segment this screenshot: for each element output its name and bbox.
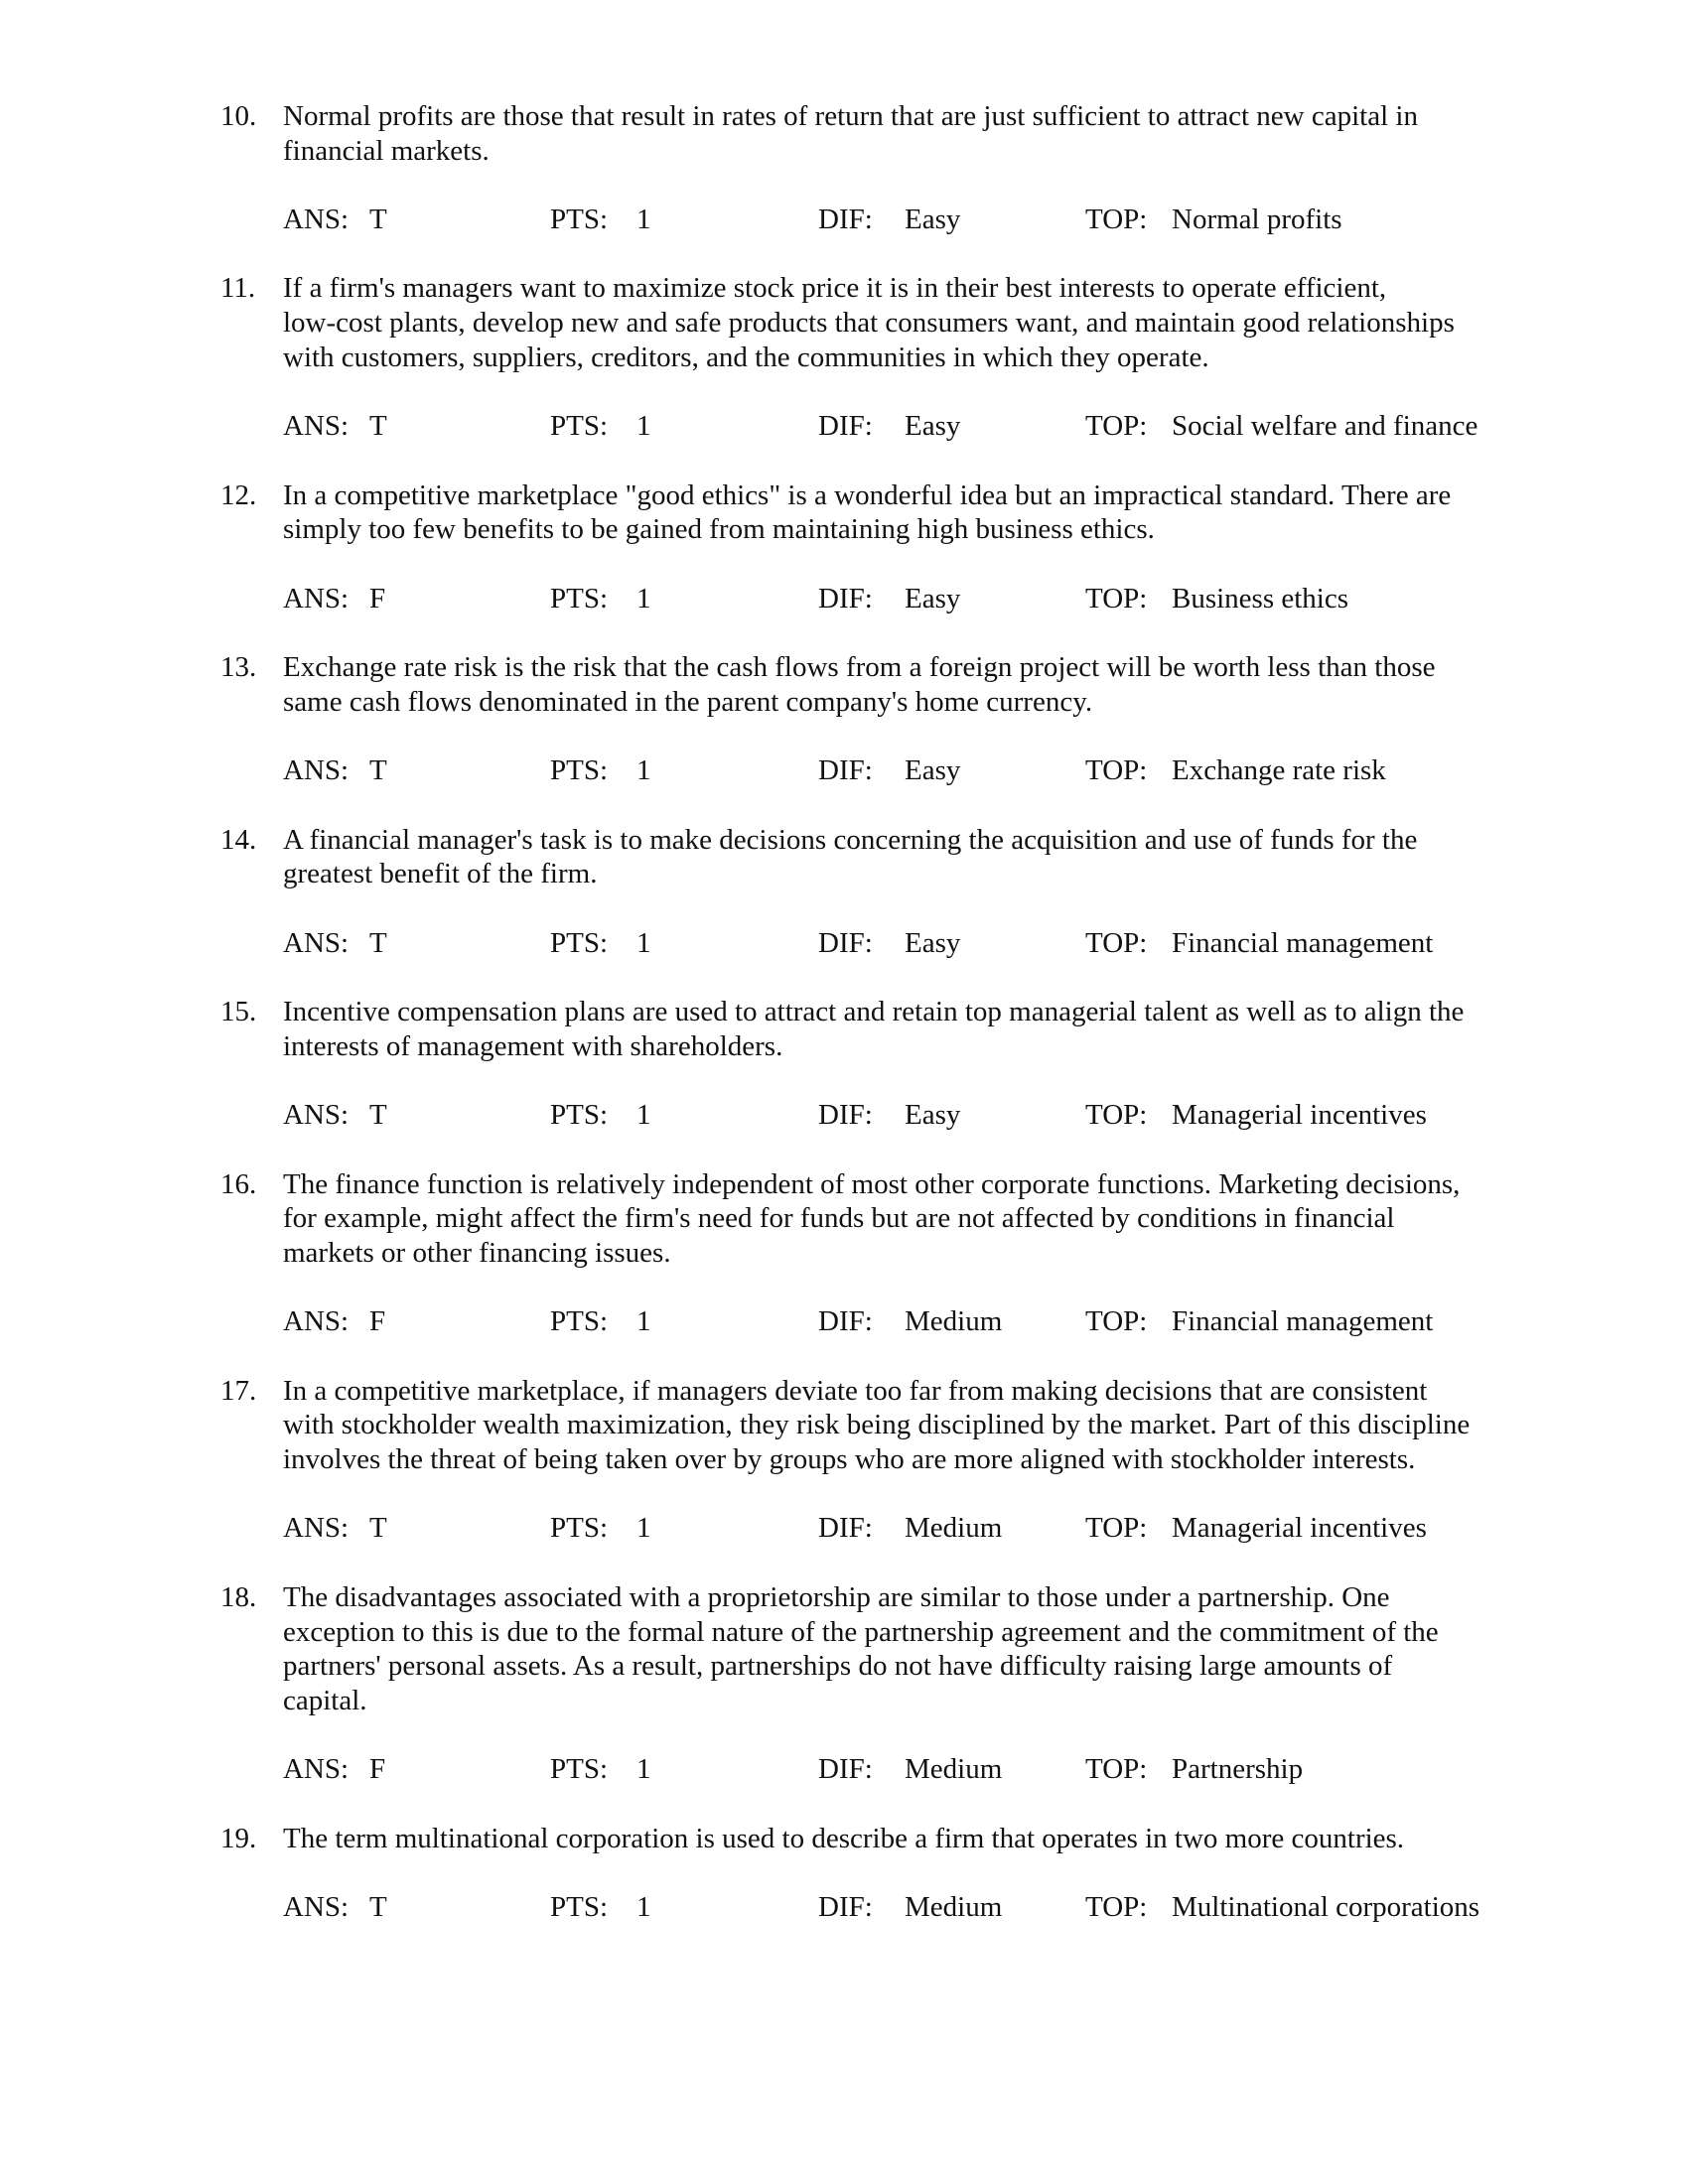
question-item	[0, 995, 1688, 1133]
topic-label: TOP:	[1085, 1512, 1148, 1545]
answer-label: ANS:	[283, 204, 350, 236]
topic-label: TOP:	[1085, 926, 1148, 959]
answer-value: T	[369, 204, 387, 236]
question-line: Incentive compensation plans are used to attract and retain top managerial talent as well as to align the	[283, 996, 1465, 1028]
points-label: PTS:	[550, 582, 609, 614]
question-text	[283, 1580, 1534, 1718]
answer-label: ANS:	[283, 926, 350, 959]
points-label: PTS:	[550, 1512, 609, 1545]
question-text	[283, 1374, 1534, 1477]
difficulty-label: DIF:	[818, 1512, 873, 1545]
answer-label: ANS:	[283, 1512, 350, 1545]
question-text	[283, 1822, 1534, 1856]
topic-label: TOP:	[1085, 204, 1148, 236]
question-item	[0, 271, 1688, 443]
topic-value: Partnership	[1172, 1753, 1304, 1786]
difficulty-label: DIF:	[818, 1891, 873, 1924]
answer-meta	[0, 753, 1688, 788]
topic-value: Multinational corporations	[1172, 1891, 1480, 1924]
topic-label: TOP:	[1085, 1099, 1148, 1132]
question-item	[0, 1374, 1688, 1546]
points-label: PTS:	[550, 1305, 609, 1338]
difficulty-value: Easy	[905, 582, 961, 614]
difficulty-label: DIF:	[818, 1099, 873, 1132]
points-value: 1	[636, 1891, 651, 1924]
difficulty-label: DIF:	[818, 1753, 873, 1786]
question-item	[0, 1822, 1688, 1925]
topic-label: TOP:	[1085, 1753, 1148, 1786]
topic-label: TOP:	[1085, 1891, 1148, 1924]
answer-label: ANS:	[283, 1099, 350, 1132]
difficulty-value: Easy	[905, 410, 961, 443]
question-number: 10.	[220, 100, 257, 132]
question-line: capital.	[283, 1684, 367, 1716]
difficulty-value: Easy	[905, 754, 961, 787]
question-item	[0, 1167, 1688, 1339]
question-line: The disadvantages associated with a proprietorship are similar to those under a partnership. One	[283, 1580, 1390, 1613]
points-value: 1	[636, 1305, 651, 1338]
question-line: with stockholder wealth maximization, they risk being disciplined by the market. Part of this discipline	[283, 1409, 1471, 1441]
answer-value: T	[369, 1891, 387, 1924]
question-line: greatest benefit of the firm.	[283, 858, 598, 890]
question-line: markets or other financing issues.	[283, 1236, 671, 1269]
question-line: In a competitive marketplace "good ethics" is a wonderful idea but an impractical standard. There are	[283, 478, 1452, 511]
question-line: partners' personal assets. As a result, partnerships do not have difficulty raising large amounts of	[283, 1650, 1393, 1683]
question-item	[0, 823, 1688, 961]
question-list	[0, 99, 1688, 1960]
difficulty-value: Easy	[905, 204, 961, 236]
topic-value: Managerial incentives	[1172, 1099, 1427, 1132]
points-value: 1	[636, 1512, 651, 1545]
topic-value: Normal profits	[1172, 204, 1342, 236]
question-number: 14.	[220, 823, 257, 856]
question-number: 11.	[220, 272, 256, 305]
question-line: In a competitive marketplace, if managers deviate too far from making decisions that are consistent	[283, 1374, 1428, 1407]
question-item	[0, 99, 1688, 237]
topic-value: Social welfare and finance	[1172, 410, 1478, 443]
answer-meta	[0, 582, 1688, 616]
difficulty-value: Easy	[905, 1099, 961, 1132]
difficulty-label: DIF:	[818, 754, 873, 787]
topic-label: TOP:	[1085, 1305, 1148, 1338]
points-label: PTS:	[550, 410, 609, 443]
question-line: If a firm's managers want to maximize stock price it is in their best interests to operate efficient,	[283, 272, 1387, 305]
question-text	[283, 995, 1534, 1063]
answer-meta	[0, 1511, 1688, 1546]
answer-label: ANS:	[283, 1305, 350, 1338]
points-label: PTS:	[550, 926, 609, 959]
answer-meta	[0, 1752, 1688, 1787]
answer-meta	[0, 409, 1688, 444]
answer-meta	[0, 1098, 1688, 1133]
topic-value: Managerial incentives	[1172, 1512, 1427, 1545]
answer-value: T	[369, 1512, 387, 1545]
points-value: 1	[636, 582, 651, 614]
topic-value: Exchange rate risk	[1172, 754, 1386, 787]
difficulty-label: DIF:	[818, 1305, 873, 1338]
answer-value: F	[369, 1305, 386, 1338]
question-text	[283, 823, 1534, 891]
question-line: exception to this is due to the formal nature of the partnership agreement and the commitment of the	[283, 1615, 1439, 1648]
difficulty-label: DIF:	[818, 410, 873, 443]
difficulty-label: DIF:	[818, 204, 873, 236]
difficulty-label: DIF:	[818, 926, 873, 959]
question-line: Exchange rate risk is the risk that the cash flows from a foreign project will be worth less than those	[283, 651, 1436, 684]
points-value: 1	[636, 1753, 651, 1786]
points-value: 1	[636, 1099, 651, 1132]
question-item	[0, 478, 1688, 616]
difficulty-value: Easy	[905, 926, 961, 959]
difficulty-value: Medium	[905, 1753, 1003, 1786]
answer-value: F	[369, 1753, 386, 1786]
question-line: with customers, suppliers, creditors, and the communities in which they operate.	[283, 341, 1209, 373]
difficulty-value: Medium	[905, 1305, 1003, 1338]
question-line: Normal profits are those that result in rates of return that are just sufficient to attract new capital in	[283, 100, 1418, 132]
question-number: 18.	[220, 1580, 257, 1613]
topic-value: Financial management	[1172, 926, 1434, 959]
difficulty-value: Medium	[905, 1891, 1003, 1924]
topic-value: Financial management	[1172, 1305, 1434, 1338]
answer-label: ANS:	[283, 1753, 350, 1786]
question-text	[283, 478, 1534, 547]
answer-value: T	[369, 926, 387, 959]
question-number: 17.	[220, 1374, 257, 1407]
answer-label: ANS:	[283, 1891, 350, 1924]
answer-meta	[0, 1304, 1688, 1339]
difficulty-value: Medium	[905, 1512, 1003, 1545]
points-label: PTS:	[550, 204, 609, 236]
points-value: 1	[636, 926, 651, 959]
answer-meta	[0, 926, 1688, 961]
topic-label: TOP:	[1085, 410, 1148, 443]
topic-label: TOP:	[1085, 754, 1148, 787]
question-line: financial markets.	[283, 134, 490, 167]
points-value: 1	[636, 754, 651, 787]
points-label: PTS:	[550, 1099, 609, 1132]
answer-value: T	[369, 410, 387, 443]
question-number: 19.	[220, 1822, 257, 1854]
question-line: The finance function is relatively independent of most other corporate functions. Marketing decisions,	[283, 1167, 1461, 1200]
question-line: A financial manager's task is to make decisions concerning the acquisition and use of funds for the	[283, 823, 1418, 856]
question-number: 12.	[220, 478, 257, 511]
question-number: 16.	[220, 1167, 257, 1200]
question-line: The term multinational corporation is used to describe a firm that operates in two more countries.	[283, 1822, 1405, 1854]
question-text	[283, 271, 1534, 374]
question-line: simply too few benefits to be gained from maintaining high business ethics.	[283, 513, 1155, 546]
question-line: for example, might affect the firm's need for funds but are not affected by conditions in financial	[283, 1202, 1395, 1235]
question-line: low-cost plants, develop new and safe products that consumers want, and maintain good relationships	[283, 307, 1455, 340]
points-label: PTS:	[550, 1753, 609, 1786]
answer-meta	[0, 203, 1688, 237]
points-label: PTS:	[550, 754, 609, 787]
question-line: same cash flows denominated in the parent company's home currency.	[283, 685, 1093, 718]
question-number: 15.	[220, 996, 257, 1028]
answer-label: ANS:	[283, 582, 350, 614]
points-value: 1	[636, 204, 651, 236]
question-number: 13.	[220, 651, 257, 684]
question-text	[283, 650, 1534, 719]
points-label: PTS:	[550, 1891, 609, 1924]
points-value: 1	[636, 410, 651, 443]
question-line: involves the threat of being taken over by groups who are more aligned with stockholder interests.	[283, 1443, 1416, 1476]
question-text	[283, 99, 1534, 168]
question-item	[0, 650, 1688, 788]
topic-value: Business ethics	[1172, 582, 1349, 614]
difficulty-label: DIF:	[818, 582, 873, 614]
answer-label: ANS:	[283, 410, 350, 443]
answer-value: T	[369, 754, 387, 787]
question-item	[0, 1580, 1688, 1787]
answer-label: ANS:	[283, 754, 350, 787]
question-line: interests of management with shareholders.	[283, 1029, 783, 1062]
answer-value: T	[369, 1099, 387, 1132]
topic-label: TOP:	[1085, 582, 1148, 614]
answer-meta	[0, 1890, 1688, 1925]
question-text	[283, 1167, 1534, 1271]
answer-value: F	[369, 582, 386, 614]
